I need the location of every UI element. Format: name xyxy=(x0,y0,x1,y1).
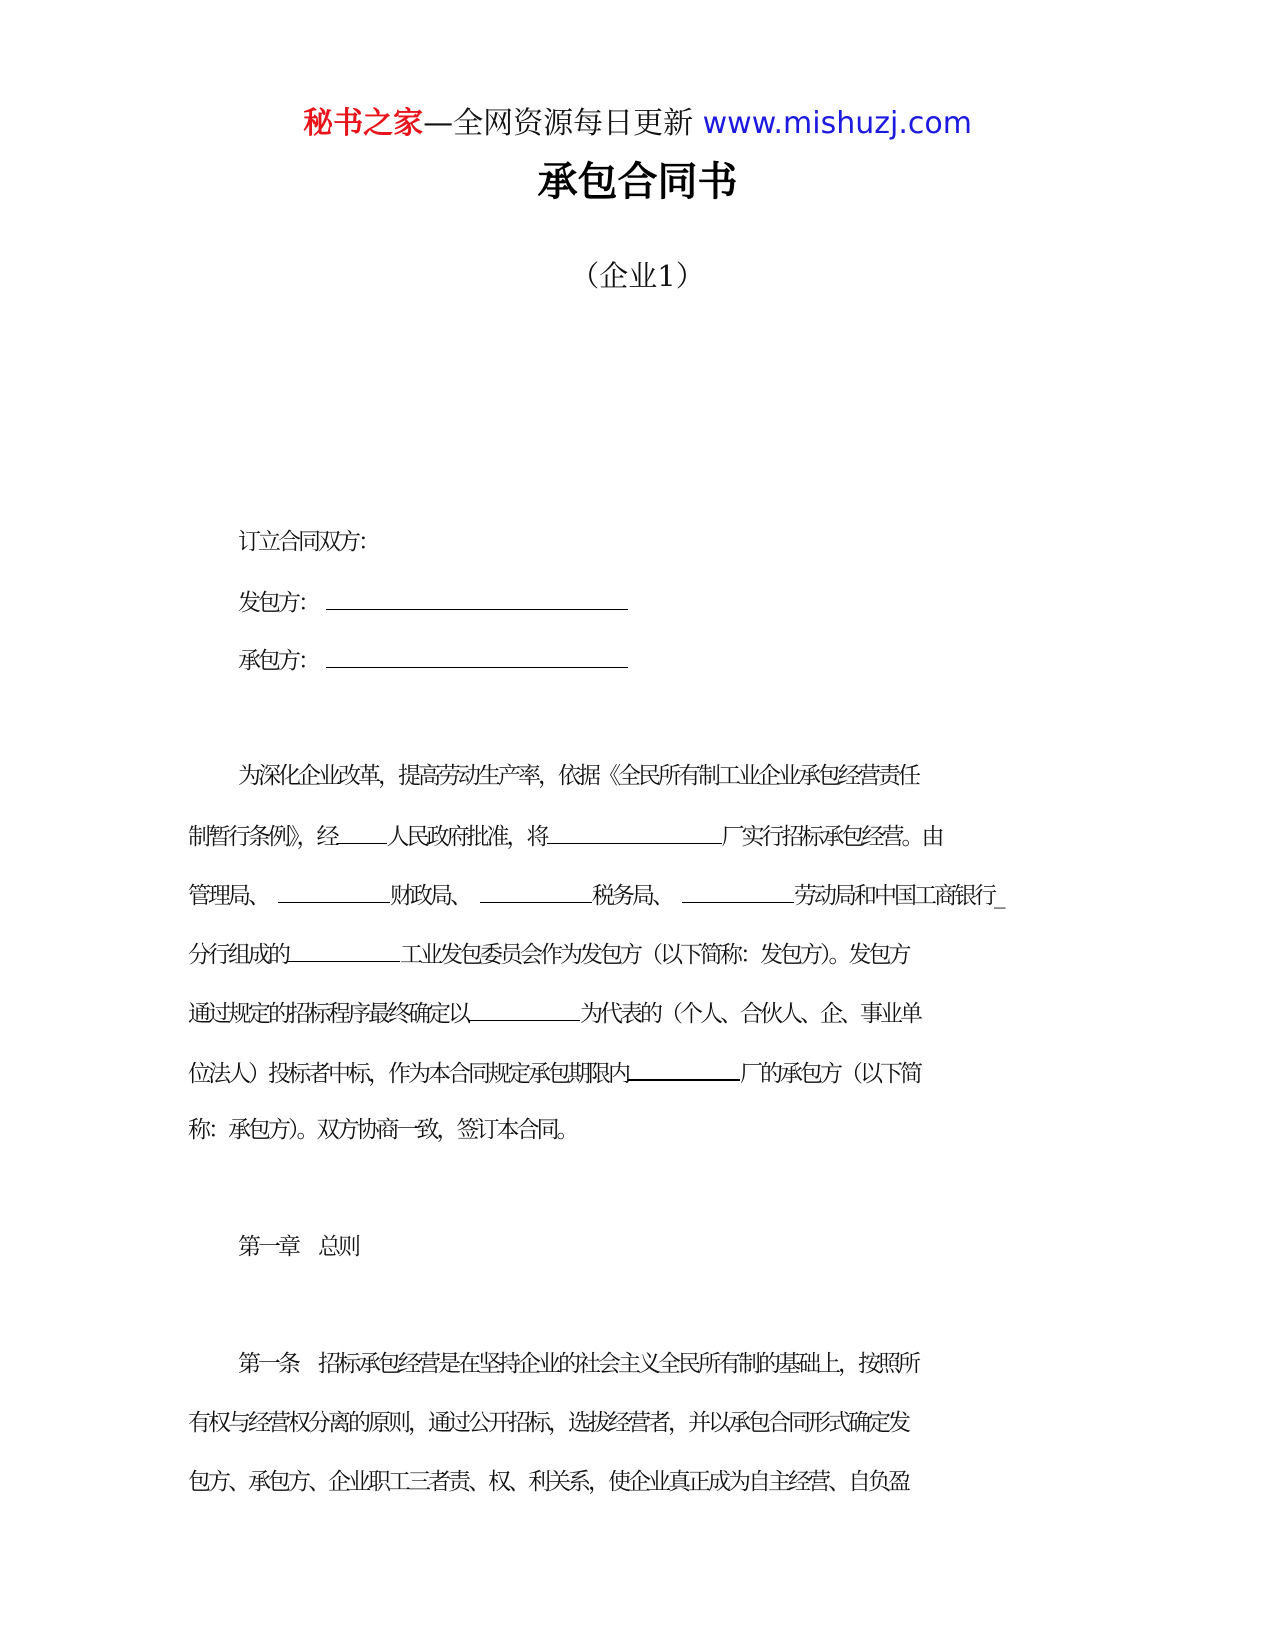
parties-heading: 订立合同双方： xyxy=(238,529,378,555)
finance-blank-field[interactable] xyxy=(480,878,592,903)
preamble-text: 分行组成的 xyxy=(188,942,288,968)
factory-blank-field[interactable] xyxy=(547,819,722,844)
government-blank-field[interactable] xyxy=(337,819,387,844)
preamble-line xyxy=(188,1055,1093,1090)
preamble-line xyxy=(188,819,1093,853)
preamble-text: 位法人）投标者中标，作为本合同规定承包期限内 xyxy=(188,1061,628,1087)
preamble-line xyxy=(188,878,1093,912)
preamble-text: 制暂行条例》，经 xyxy=(188,824,337,850)
article-line: 第一条 招标承包经营是在坚持企业的社会主义全民所有制的基础上，按照所 xyxy=(238,1351,918,1377)
employer-label: 发包方： xyxy=(238,590,318,616)
representative-blank-field[interactable] xyxy=(468,996,580,1021)
tax-blank-field[interactable] xyxy=(682,878,794,903)
bureau-blank-field[interactable] xyxy=(278,878,390,903)
preamble-line: 称：承包方）。双方协商一致，签订本合同。 xyxy=(188,1117,577,1143)
preamble-text: 财政局、 xyxy=(390,883,470,909)
article-line: 有权与经营权分离的原则，通过公开招标，选拔经营者，并以承包合同形式确定发 xyxy=(188,1410,908,1436)
preamble-text: 劳动局和中国工商银行_ xyxy=(794,883,1003,909)
document-title: 承包合同书 xyxy=(537,159,738,205)
banner-url-link[interactable]: www.mishuzj.com xyxy=(702,106,972,141)
preamble-text: 通过规定的招标程序最终确定以 xyxy=(188,1001,468,1027)
preamble-text: 人民政府批准，将 xyxy=(386,824,547,850)
document-subtitle: （企业1） xyxy=(570,259,705,293)
preamble-line: 为深化企业改革，提高劳动生产率，依据《全民所有制工业企业承包经营责任 xyxy=(238,763,918,789)
banner-brand: 秘书之家 xyxy=(303,106,424,141)
banner-slogan: —全网资源每日更新 xyxy=(423,106,703,141)
preamble-text: 工业发包委员会作为发包方（以下简称：发包方）。发包方 xyxy=(400,942,909,968)
contract-factory-blank-field[interactable] xyxy=(628,1055,740,1081)
preamble-text: 厂实行招标承包经营。由 xyxy=(721,824,942,850)
preamble-line xyxy=(188,937,1093,971)
chapter-heading: 第一章 总则 xyxy=(238,1234,358,1260)
preamble-text: 为代表的（个人、合伙人、企、事业单 xyxy=(580,1001,920,1027)
preamble-text: 管理局、 xyxy=(188,883,268,909)
site-banner xyxy=(0,104,1275,144)
employer-line xyxy=(238,585,1143,619)
committee-blank-field[interactable] xyxy=(288,937,400,962)
employer-blank-field[interactable] xyxy=(326,585,628,610)
preamble-text: 厂的承包方（以下简 xyxy=(740,1061,920,1087)
contractor-line xyxy=(238,643,1143,677)
preamble-text: 税务局、 xyxy=(592,883,672,909)
preamble-line xyxy=(188,996,1093,1030)
contractor-blank-field[interactable] xyxy=(326,643,628,668)
article-line: 包方、承包方、企业职工三者责、权、利关系，使企业真正成为自主经营、自负盈 xyxy=(188,1469,908,1495)
contractor-label: 承包方： xyxy=(238,648,318,674)
